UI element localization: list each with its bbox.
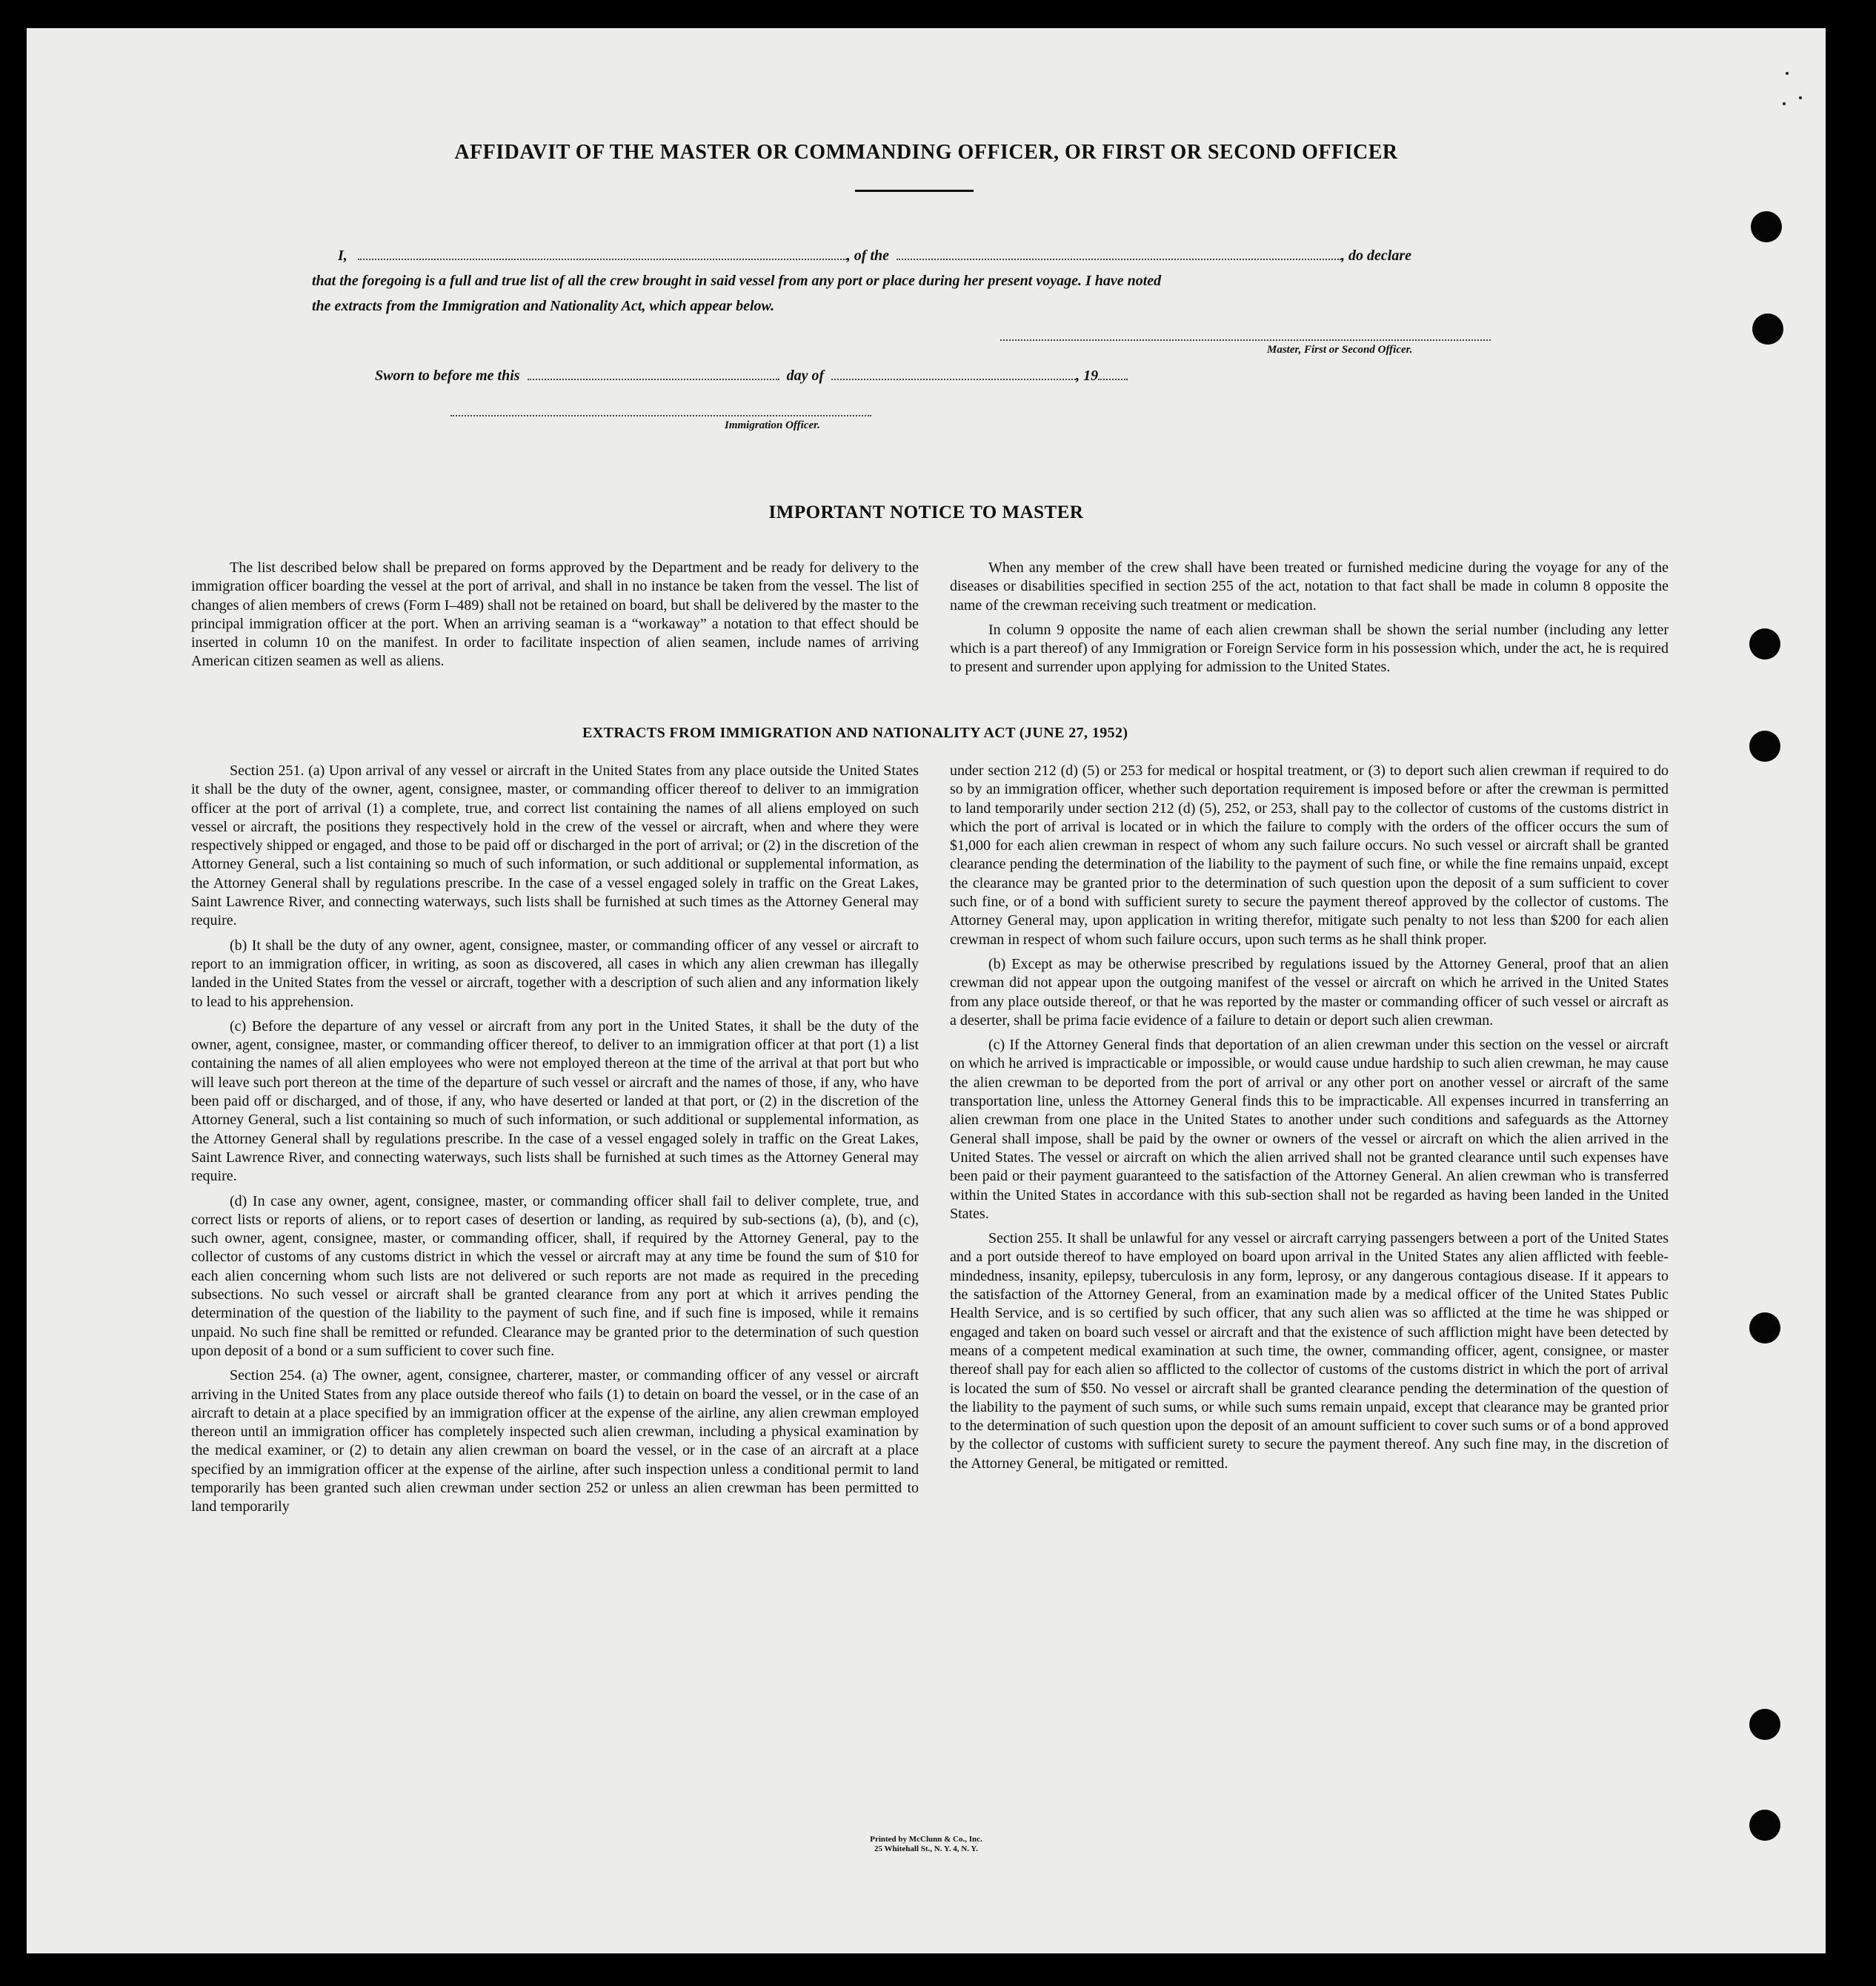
notice-right-column — [950, 559, 1669, 683]
title-rule — [855, 190, 974, 192]
i-label: I, — [338, 248, 347, 264]
section-254a: Section 254. (a) The owner, agent, consignee, charterer, master, or commanding officer of any vessel or aircraft arriving in the United States from any place outside thereof who fails (1) to detain on board the vessel, or in the case of an aircraft to detain at a place specified by an immigration officer at the expense of the airline, any alien crewman employed thereon until an immigration officer has completely inspected such alien crewman, including a physical examination by the medical examiner, or (2) to detain any alien crewman on board the vessel, or in the case of an aircraft at a place specified by an immigration officer at the expense of the airline, after such inspection unless a conditional permit to land temporarily has been granted such alien crewman under section 252 or unless an alien crewman has been permitted to land temporarily — [191, 1367, 919, 1515]
year-prefix: , 19 — [1076, 368, 1099, 384]
day-of-label: day of — [786, 368, 825, 384]
notice-right-paragraph: When any member of the crew shall have been treated or furnished medicine during the voyage for any of the diseases or disabilities specified in section 255 of the act, notation to that fact shall be made in column 8 opposite the name of the crewman receiving such treatment or medication. — [950, 559, 1669, 614]
immigration-officer-signature-line[interactable] — [450, 415, 871, 416]
declaration-line-2: the extracts from the Immigration and Nationality Act, which appear below. — [312, 298, 775, 314]
affidavit-title: AFFIDAVIT OF THE MASTER OR COMMANDING OFFICER, OR FIRST OR SECOND OFFICER — [454, 141, 1398, 164]
punch-hole-1 — [1751, 211, 1782, 242]
section-254c: (c) If the Attorney General finds that deportation of an alien crewman under this section on the vessel or aircraft on which he arrived is impracticable or impossible, or would cause undue hardship to such alien crewman, he may cause the alien crewman to be deported from the port of arrival or any other port on another vessel or aircraft of the same transportation line, unless the Attorney General finds this to be impracticable. All expenses incurred in transferring an alien crewman from one place in the United States to another under such conditions and safeguards as the Attorney General shall impose, shall be paid by the owner or owners of the vessel or aircraft on which the alien arrived in the United States. The vessel or aircraft on which the alien arrived shall not be granted clearance until such expenses have been paid or their payment guaranteed to the satisfaction of the Attorney General. An alien crewman who is transferred within the United States in accordance with this sub-section shall not be regarded as having been landed in the United States. — [950, 1037, 1669, 1222]
notice-title: IMPORTANT NOTICE TO MASTER — [768, 502, 1084, 522]
punch-hole-4 — [1749, 731, 1780, 762]
section-254a-cont: under section 212 (d) (5) or 253 for medical or hospital treatment, or (3) to deport such alien crewman if required to do so by an immigration officer, whether such deportation requirement is imposed before or after the crewman is permitted to land temporarily under section 212 (d) (5), 252, or 253, shall pay to the collector of customs of the customs district in which the port of arrival is located or in which the failure to comply with the orders of the officer occurs the sum of $1,000 for each alien crewman in respect of whom any such failure occurs. No such vessel or aircraft shall be granted clearance pending the determination of the liability to the payment of such fine, or while the fine remains unpaid, except the clearance may be granted prior to the determination of such question upon the deposit of a sum sufficient to cover such fine, or of a bond with sufficient surety to secure the payment thereof approved by the collector of customs. The Attorney General may, upon application in writing therefor, mitigate such penalty to not less than $200 for each alien crewman in respect of whom such failure occurs, upon such terms as he shall think proper. — [950, 763, 1669, 948]
printer-line-1: Printed by McClunn & Co., Inc. — [870, 1835, 982, 1844]
section-251d: (d) In case any owner, agent, consignee, master, or commanding officer shall fail to deliver complete, true, and correct lists or reports of aliens, or to report cases of desertion or landing, as required by sub-sections (a), (b), and (c), such owner, agent, consignee, master, or commanding officer, shall, if required by the Attorney General, pay to the collector of customs of any customs district in which the vessel or aircraft may at any time be found the sum of $10 for each alien concerning whom such lists are not delivered or such reports are not made as required in the preceding subsections. No such vessel or aircraft shall be granted clearance from any port at which it arrives pending the determination of the question of the liability to the payment of such fine, and if such fine is imposed, while it remains unpaid. No such fine shall be remitted or refunded. Clearance may be granted prior to the determination of such question upon deposit of a bond or a sum sufficient to cover such fine. — [191, 1192, 919, 1359]
notice-left-column — [191, 559, 919, 677]
of-the-label: , of the — [846, 248, 890, 264]
form-page — [27, 28, 1826, 1953]
printer-line-2: 25 Whitehall St., N. Y. 4, N. Y. — [874, 1844, 978, 1853]
vessel-field[interactable] — [897, 245, 1341, 260]
notice-left-paragraph: The list described below shall be prepared on forms approved by the Department and be ready for delivery to the immigration officer boarding the vessel at the port of arrival, and shall in no instance be taken from the vessel. The list of changes of alien members of crews (Form I–489) shall not be retained on board, but shall be delivered by the master to the principal immigration officer at the port. When an arriving seaman is a “workaway” a notation to that effect should be inserted in column 10 on the manifest. In order to facilitate inspection of alien seamen, include names of arriving American citizen seamen as well as aliens. — [191, 559, 919, 670]
punch-hole-2 — [1752, 313, 1783, 345]
section-251c: (c) Before the departure of any vessel or aircraft from any port in the United States, it shall be the duty of the owner, agent, consignee, master, or commanding officer thereof, to deliver to an immigration officer at that port (1) a list containing the names of all alien employees who were not employed thereon at the time of the arrival at that port but who will leave such port thereon at the time of the departure of such vessel or aircraft and the names of those, if any, who have been paid off or discharged, and of those, if any, who have deserted or landed at that port, or (2) in the discretion of the Attorney General, such a list containing so much of such information, or such additional or supplemental information, as the Attorney General shall by regulations prescribe. In the case of a vessel engaged solely in traffic on the Great Lakes, Saint Lawrence River, and connecting waterways, such lists shall be furnished at such times as the Attorney General may require. — [191, 1017, 919, 1185]
sworn-year-field[interactable] — [1098, 365, 1128, 380]
section-251a: Section 251. (a) Upon arrival of any vessel or aircraft in the United States from any place outside the United States it shall be the duty of the owner, agent, consignee, master, or commanding officer thereof to deliver to an immigration officer at the port of arrival (1) a complete, true, and correct list containing the names of all aliens employed on such vessel or aircraft, the positions they respectively hold in the crew of the vessel or aircraft, when and where they were respectively shipped or engaged, and those to be paid off or discharged in the port of arrival; or (2) in the discretion of the Attorney General, such a list containing so much of such information, or such additional or supplemental information, as the Attorney General shall by regulations prescribe. In the case of a vessel engaged solely in traffic on the Great Lakes, Saint Lawrence River, and connecting waterways, such lists shall be furnished at such times as the Attorney General may require. — [191, 763, 919, 929]
sworn-day-field[interactable] — [528, 365, 779, 380]
master-signature-line[interactable] — [1000, 339, 1491, 341]
notice-right-paragraph: In column 9 opposite the name of each alien crewman shall be shown the serial number (including any letter which is a part thereof) of any Immigration or Foreign Service form in his possession which, under the act, he is required to present and surrender upon applying for admission to the United States. — [950, 621, 1669, 676]
immigration-officer-label: Immigration Officer. — [725, 419, 820, 431]
section-254b: (b) Except as may be otherwise prescribed by regulations issued by the Attorney General, proof that an alien crewman did not appear upon the outgoing manifest of the vessel or aircraft on which he arrived in the United States from any place outside thereof, or that he was reported by the master or commanding officer of such vessel or aircraft as a deserter, shall be prima facie evidence of a failure to detain or deport such alien crewman. — [950, 955, 1669, 1029]
affidavit-declaration — [312, 243, 1523, 319]
extracts-right-column — [950, 762, 1669, 1479]
sworn-label: Sworn to before me this — [375, 368, 520, 384]
punch-hole-5 — [1749, 1312, 1780, 1344]
punch-hole-3 — [1749, 628, 1780, 660]
section-251b: (b) It shall be the duty of any owner, agent, consignee, master, or commanding officer of any vessel or aircraft to report to an immigration officer, in writing, as soon as discovered, all cases in which any alien crewman has illegally landed in the United States from the vessel or aircraft, together with a description of such alien and any information likely to lead to his apprehension. — [191, 937, 919, 1010]
extracts-left-column — [191, 762, 919, 1523]
do-declare-label: , do declare — [1341, 248, 1411, 264]
master-signature-label: Master, First or Second Officer. — [1267, 344, 1413, 356]
extracts-title: EXTRACTS FROM IMMIGRATION AND NATIONALITY ACT (JUNE 27, 1952) — [582, 725, 1128, 741]
printer-imprint — [27, 1835, 1826, 1854]
sworn-month-field[interactable] — [831, 365, 1076, 380]
scan-speck — [1783, 102, 1786, 105]
scan-speck — [1799, 96, 1802, 99]
declaration-line-1: that the foregoing is a full and true list of all the crew brought in said vessel from any port or place during her present voyage. I have noted — [312, 273, 1162, 289]
sworn-line — [375, 363, 1560, 388]
section-255: Section 255. It shall be unlawful for any vessel or aircraft carrying passengers between a port of the United States and a port outside thereof to have employed on board upon arrival in the United States any alien afflicted with feeble-mindedness, insanity, epilepsy, tuberculosis in any form, leprosy, or any dangerous contagious disease. If it appears to the satisfaction of the Attorney General, from an examination made by a medical officer of the United States Public Health Service, and is so certified by such officer, that any such alien was so afflicted at the time he was shipped or engaged and taken on board such vessel or aircraft and that the existence of such affliction might have been detected by means of a competent medical examination at such time, the owner, commanding officer, agent, consignee, or master thereof shall pay for each alien so afflicted to the collector of customs of the customs district in which the port of arrival is located the sum of $50. No vessel or aircraft shall be granted clearance pending the determination of the question of the liability to the payment of such sums, or while such sums remain unpaid, except that clearance may be granted prior to the determination of such question upon the deposit of an amount sufficient to cover such sums or of a bond approved by the collector of customs with sufficient surety to secure the payment thereof. Any such fine may, in the discretion of the Attorney General, be mitigated or remitted. — [950, 1230, 1669, 1472]
name-field[interactable] — [358, 245, 847, 260]
punch-hole-6 — [1749, 1709, 1780, 1740]
scan-speck — [1786, 72, 1789, 75]
